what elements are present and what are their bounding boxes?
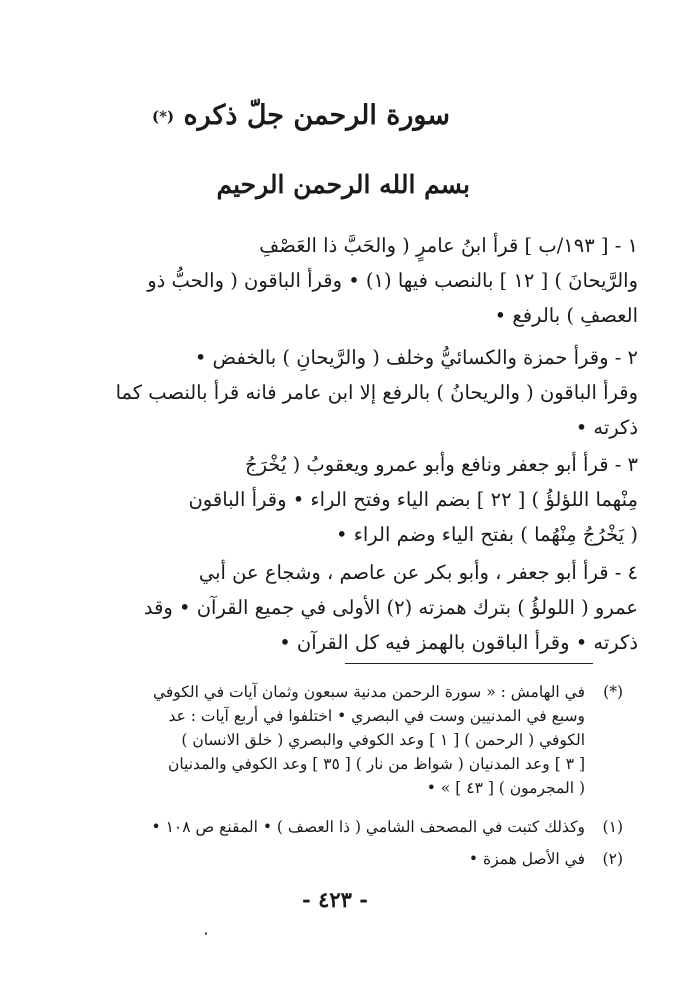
footnote-marker: (*) [603,683,623,701]
paragraph-line: ذكرته • [575,416,638,439]
footnote-line [75,680,623,704]
basmala: بسم الله الرحمن الرحيم [216,170,470,199]
paragraph-line: ١ - [ ١٩٣/ب ] قرأ ابنُ عامرٍ ( والحَبَّ ذا العَصْفِ [259,234,638,257]
paragraph-3 [90,447,638,552]
footnote-star [75,680,623,800]
scan-speck [205,932,207,935]
footnote-2 [75,847,623,871]
paragraph-line: وقرأ الباقون ( والريحانُ ) بالرفع إلا ابن عامر فانه قرأ بالنصب كما [115,381,638,404]
paragraph-line: ٤ - قرأ أبو جعفر ، وأبو بكر عن عاصم ، وشجاع عن أبي [198,561,638,584]
surah-title-text: سورة الرحمن جلّ ذكره [183,100,450,131]
title-footnote-mark: (*) [152,107,175,126]
footnote-line [75,847,623,871]
surah-title [152,100,450,131]
paragraph-line: عمرو ( اللولؤُ ) بترك همزته (٢) الأولى في جميع القرآن • وقد [143,596,638,619]
page-number: - ٤٢٣ - [302,887,368,912]
paragraph-line: ٢ - وقرأ حمزة والكسائيُّ وخلف ( والرَّيحانِ ) بالخفض • [194,346,638,369]
paragraph-line: ٣ - قرأ أبو جعفر ونافع وأبو عمرو ويعقوبُ ( يُخْرَجُ [245,453,638,476]
footnote-line: ( المجرمون ) [ ٤٣ ] » • [426,779,585,797]
footnote-line: وسبع في المدنيين وست في البصري • اختلفوا في أربع آيات : عد [168,707,585,725]
footnote-line: الكوفي ( الرحمن ) [ ١ ] وعد الكوفي والبصري ( خلق الانسان ) [181,731,585,749]
footnote-text: في الأصل همزة • [468,850,585,868]
footnote-line: [ ٣ ] وعد المدنيان ( شواظ من نار ) [ ٣٥ ] وعد الكوفي والمدنيان [167,755,585,773]
paragraph-4 [90,555,638,660]
paragraph-line: والرَّيحانَ ) [ ١٢ ] بالنصب فيها (١) • وقرأ الباقون ( والحبُّ ذو [147,269,638,292]
footnote-text: وكذلك كتبت في المصحف الشامي ( ذا العصف ) • المقنع ص ١٠٨ • [151,818,585,836]
footnote-text: في الهامش : « سورة الرحمن مدنية سبعون وثمان آيات في الكوفي [152,683,585,701]
footnote-marker: (١) [602,818,623,836]
paragraph-2 [90,340,638,445]
footnote-divider [345,663,593,664]
paragraph-line: ( يَخْرُجُ مِنْهُما ) بفتح الياء وضم الراء • [336,523,638,546]
paragraph-line: العصفِ ) بالرفع • [494,304,638,327]
paragraph-line: مِنْهما اللؤلؤُ ) [ ٢٢ ] بضم الياء وفتح الراء • وقرأ الباقون [188,488,638,511]
footnote-line [75,815,623,839]
paragraph-line: ذكرته • وقرأ الباقون بالهمز فيه كل القرآن • [279,631,638,654]
footnote-1 [75,815,623,839]
footnote-marker: (٢) [602,850,623,868]
paragraph-1 [90,228,638,333]
